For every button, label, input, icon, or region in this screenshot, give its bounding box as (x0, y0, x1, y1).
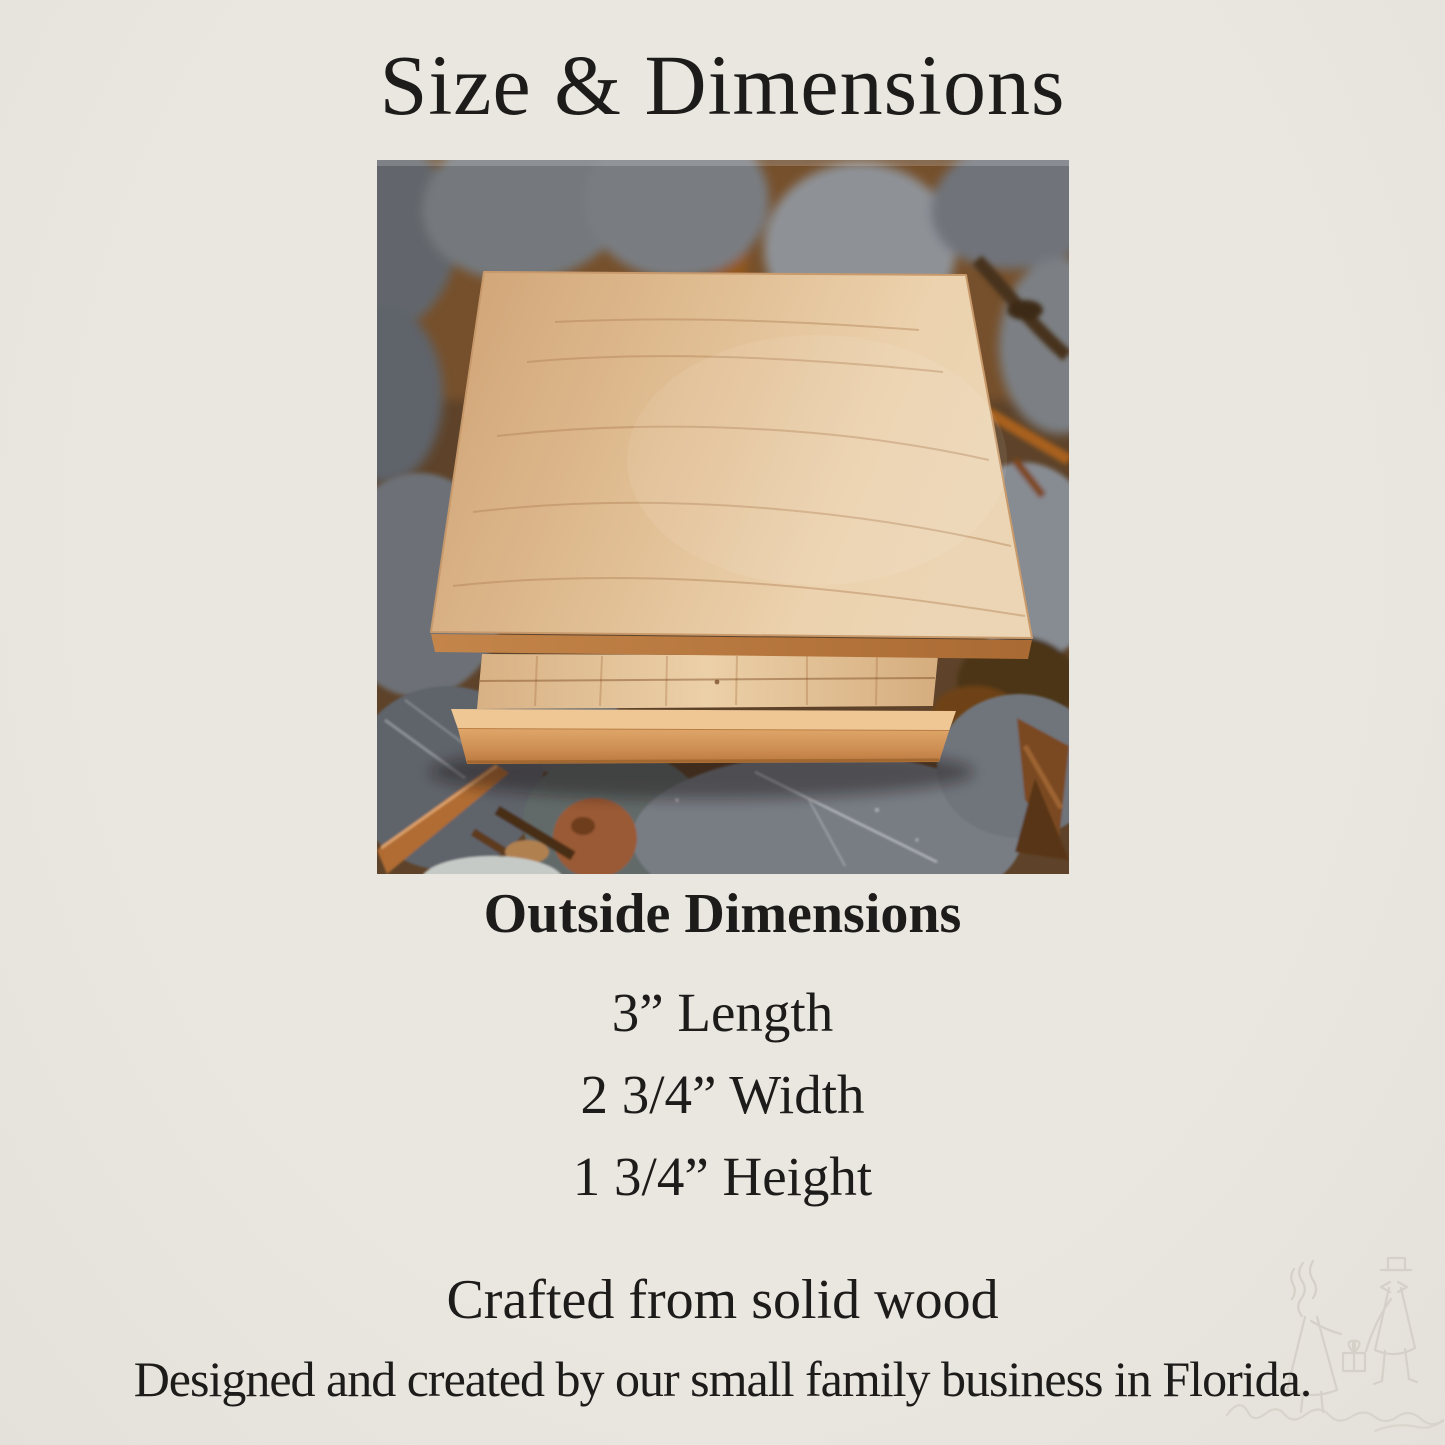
box-base-lip (451, 709, 956, 731)
watermark-man-hat (1388, 1258, 1405, 1270)
box-lid-sheen (627, 335, 1007, 585)
wooden-box (430, 272, 1032, 799)
stone-speckle (915, 838, 918, 841)
dimensions-list (0, 972, 1445, 1218)
twig (1007, 300, 1043, 320)
dimension-length: 3” Length (611, 982, 834, 1043)
box-base (458, 729, 949, 764)
box-body-knot (715, 680, 720, 685)
dimension-width: 2 3/4” Width (580, 1064, 865, 1125)
footer-line-1: Crafted from solid wood (446, 1269, 999, 1331)
box-base-bottom-edge (467, 760, 939, 762)
product-photo (377, 160, 1069, 874)
footer-line-2: Designed and created by our small family business in Florida. (133, 1351, 1312, 1407)
dimension-height: 1 3/4” Height (572, 1146, 873, 1207)
page-title: Size & Dimensions (379, 37, 1066, 133)
watermark-gift-bow (1353, 1341, 1359, 1353)
bark-chip (571, 817, 595, 835)
product-photo-scene (377, 160, 1069, 874)
dimensions-heading: Outside Dimensions (483, 883, 962, 945)
photo-top-glare (377, 160, 1069, 166)
stone-speckle (875, 808, 879, 812)
watermark-signature (1227, 1405, 1443, 1424)
